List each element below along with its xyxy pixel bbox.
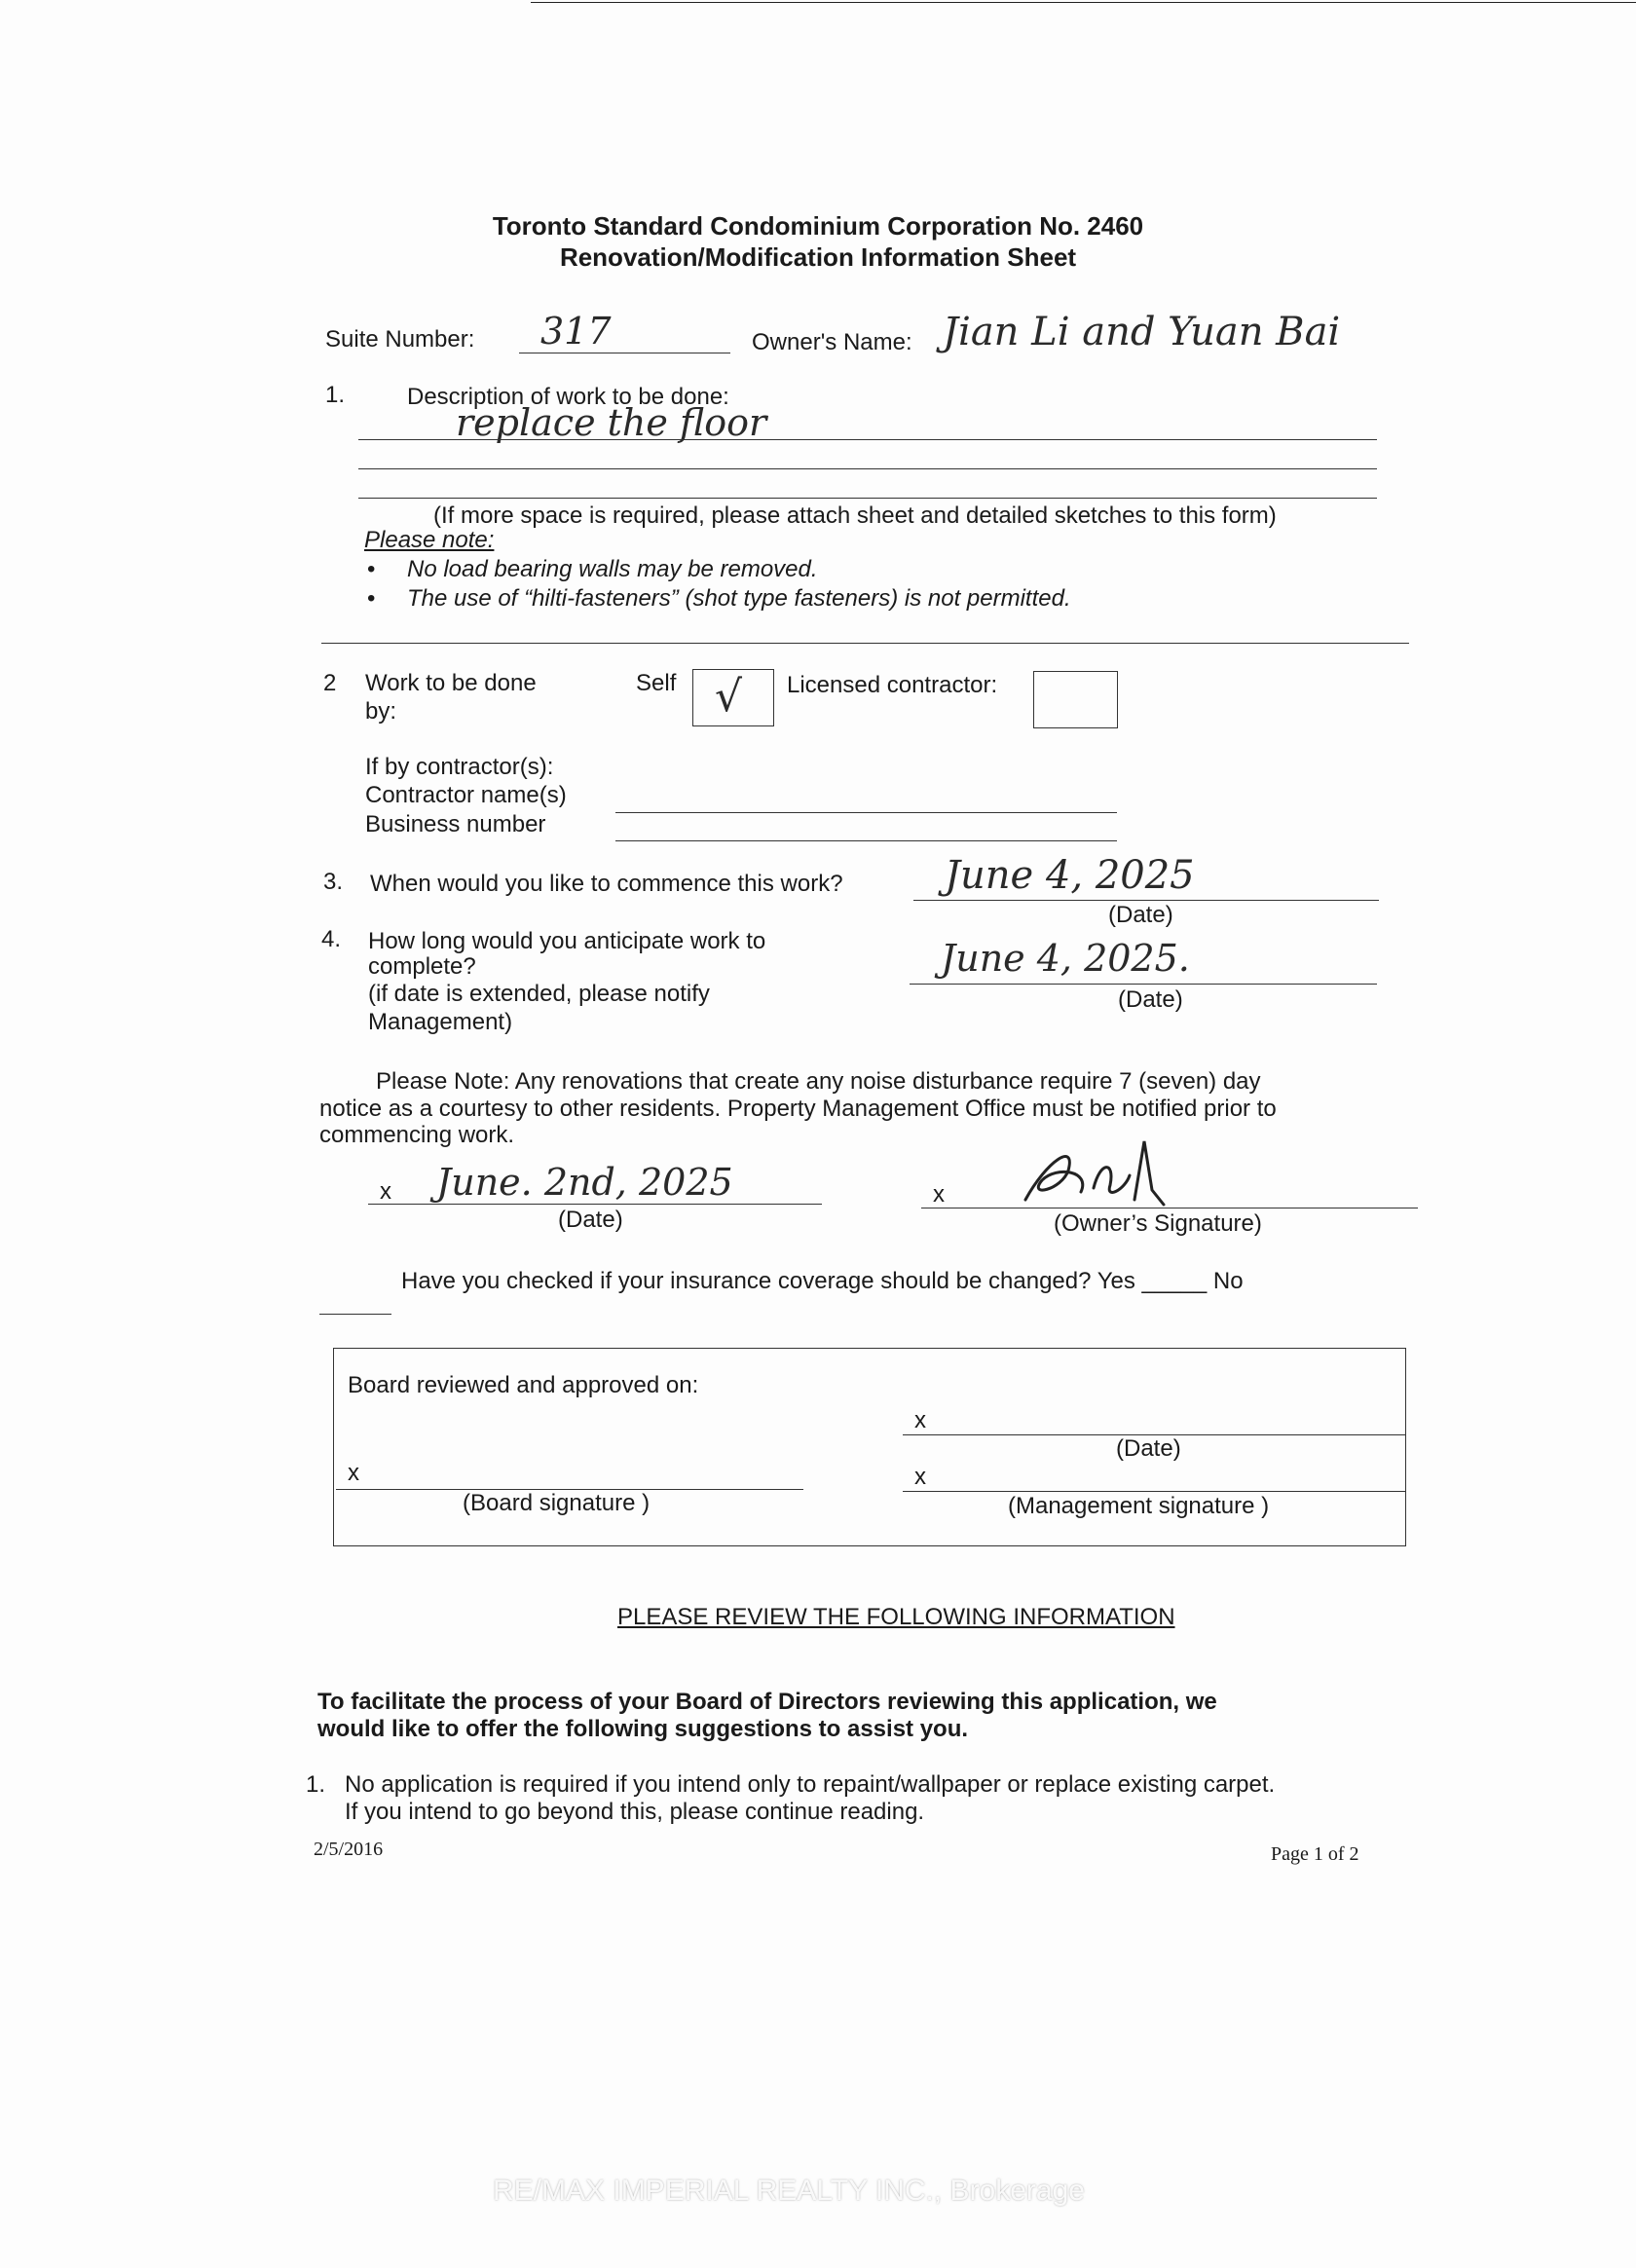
owner-signature-caption: (Owner’s Signature) (1054, 1210, 1262, 1237)
q2-label-line1: Work to be done (365, 670, 537, 696)
q1-line-3 (358, 498, 1377, 499)
review-item-line1: No application is required if you intend only to repaint/wallpaper or replace existing carpet. (345, 1771, 1276, 1798)
self-label: Self (636, 670, 677, 696)
bullet-icon: • (367, 556, 376, 582)
q2-number: 2 (323, 670, 337, 696)
suite-number-label: Suite Number: (325, 326, 475, 353)
footer-page-number: Page 1 of 2 (1271, 1843, 1359, 1865)
footer-date: 2/5/2016 (314, 1839, 384, 1860)
review-intro-line1: To facilitate the process of your Board of Directors reviewing this application, we (317, 1689, 1217, 1715)
q3-date-caption: (Date) (1108, 902, 1173, 928)
notice-line2: notice as a courtesy to other residents. Property Management Office must be notified prior to (319, 1096, 1277, 1122)
date-x-mark: x (380, 1178, 391, 1205)
q1-line-2 (358, 468, 1377, 469)
licensed-contractor-checkbox[interactable] (1033, 671, 1118, 728)
if-contractor-label: If by contractor(s): (365, 754, 554, 780)
notice-line1: Please Note: Any renovations that create any noise disturbance require 7 (seven) day (376, 1068, 1261, 1095)
review-heading: PLEASE REVIEW THE FOLLOWING INFORMATION (617, 1604, 1175, 1630)
contractor-name-field[interactable] (615, 812, 1117, 813)
board-sig-x-mark: x (348, 1460, 359, 1486)
q3-label: When would you like to commence this work? (370, 871, 843, 897)
approval-date-x-mark: x (914, 1407, 926, 1433)
insurance-question: Have you checked if your insurance coverage should be changed? Yes _____ No (401, 1268, 1244, 1294)
q3-number: 3. (323, 869, 344, 895)
q4-number: 4. (321, 926, 342, 952)
sign-date-value[interactable]: June. 2nd, 2025 (436, 1161, 733, 1204)
q4-line3: (if date is extended, please notify (368, 981, 710, 1007)
business-number-label: Business number (365, 811, 546, 837)
board-signature-caption: (Board signature ) (463, 1490, 651, 1516)
q4-line4: Management) (368, 1009, 513, 1035)
review-item-number: 1. (306, 1771, 326, 1798)
approval-date-caption: (Date) (1116, 1435, 1181, 1462)
contractor-name-label: Contractor name(s) (365, 782, 567, 808)
note-bullet-1: No load bearing walls may be removed. (407, 556, 818, 582)
q4-date-value[interactable]: June 4, 2025. (941, 937, 1190, 980)
q2-label-line2: by: (365, 698, 397, 725)
note-bullet-2: The use of “hilti-fasteners” (shot type fasteners) is not permitted. (407, 585, 1071, 612)
brokerage-watermark: RE/MAX IMPERIAL REALTY INC., Brokerage (493, 2175, 1085, 2207)
q1-label: Description of work to be done: (407, 384, 729, 410)
management-signature-caption: (Management signature ) (1008, 1493, 1270, 1519)
licensed-contractor-label: Licensed contractor: (787, 672, 998, 698)
business-number-field[interactable] (615, 840, 1117, 841)
board-title: Board reviewed and approved on: (348, 1372, 699, 1398)
sign-date-line (368, 1204, 822, 1205)
owner-signature-scribble[interactable] (1008, 1132, 1183, 1211)
suite-number-value[interactable]: 317 (540, 310, 612, 353)
owner-name-label: Owner's Name: (752, 329, 912, 355)
review-item-line2: If you intend to go beyond this, please continue reading. (345, 1799, 925, 1825)
q3-date-value[interactable]: June 4, 2025 (945, 853, 1195, 898)
form-title: Toronto Standard Condominium Corporation No. 2460 (492, 211, 1144, 241)
q1-number: 1. (325, 382, 346, 408)
q1-description-value[interactable]: replace the floor (456, 401, 767, 444)
please-note-title: Please note: (364, 527, 495, 553)
owner-name-value[interactable]: Jian Li and Yuan Bai (943, 310, 1341, 354)
q1-extra-note: (If more space is required, please attach sheet and detailed sketches to this form) (433, 502, 1277, 529)
owner-sig-x-mark: x (933, 1181, 945, 1208)
board-approval-box (333, 1348, 1406, 1546)
self-checkbox[interactable] (692, 669, 774, 726)
q4-date-caption: (Date) (1118, 986, 1183, 1013)
review-intro-line2: would like to offer the following suggestions to assist you. (317, 1716, 969, 1742)
scan-edge-line (531, 2, 1636, 3)
mgmt-sig-x-mark: x (914, 1464, 926, 1490)
q4-date-line (910, 984, 1377, 985)
notice-line3: commencing work. (319, 1122, 515, 1148)
q1-line-1 (358, 439, 1377, 440)
bullet-icon: • (367, 585, 376, 612)
checkmark-icon: √ (715, 672, 743, 722)
section-divider (321, 643, 1409, 644)
sign-date-caption: (Date) (558, 1207, 623, 1233)
form-subtitle: Renovation/Modification Information Sheet (559, 242, 1077, 272)
insurance-no-line[interactable] (319, 1314, 391, 1315)
q4-line2: complete? (368, 953, 476, 980)
q4-line1: How long would you anticipate work to (368, 928, 766, 954)
